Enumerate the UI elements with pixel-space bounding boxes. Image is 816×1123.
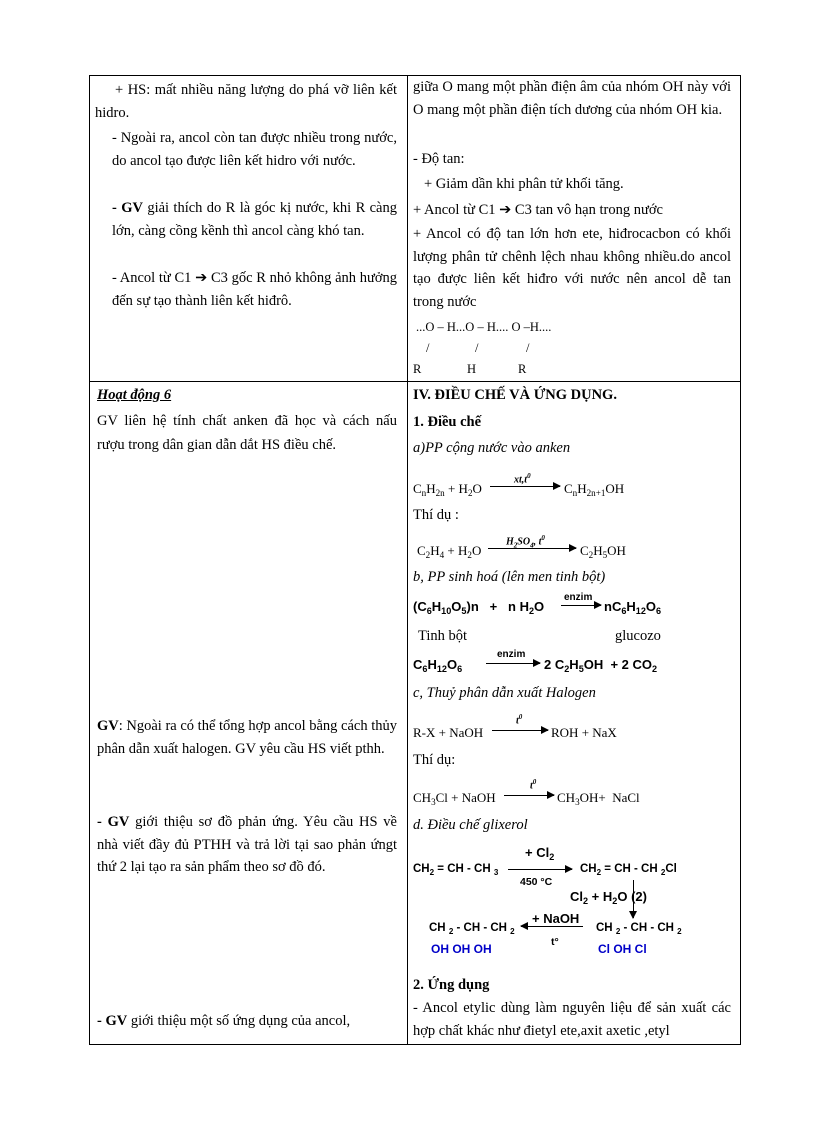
eq1-condition: $xt,t^0$ [514,472,531,486]
hbond-chain: ...O – H...O – H.... O –H.... [416,320,552,334]
row1-left-p4: - Ancol từ C1 ➔ C3 gốc R nhỏ không ảnh hưởng đến sự tạo thành liên kết hiđrô. [112,270,398,309]
eq3-condition: enzim [564,592,593,603]
eq4-reactants: $C_6H_{12}O_6$ [413,657,463,674]
eq2-arrow [488,548,576,549]
hbond-group-1: R [413,362,422,376]
table-border-right [740,75,741,1045]
right-arrow-icon: ➔ [195,270,208,286]
row1-right-p4: + Ancol từ C1 ➔ C3 tan vô hạn trong nước [413,202,663,218]
table-border-bottom [89,1044,741,1045]
eq6-arrow [504,795,554,796]
eq2-products: $C_2H_5OH$ [580,543,626,560]
row2-left-p3: - GV giới thiệu sơ đồ phản ứng. Yêu cầu HS về nhà viết đầy đủ PTHH và trả lời tại sao phản ứngt thứ 2 lại tạo ra sản phẩm theo sơ đồ đó. [97,814,397,875]
row1-left-p3: - GV giải thích do R là góc kị nước, khi R càng lớn, càng cồng kềnh thì ancol càng khó tan. [112,200,397,239]
eq6-reactants: $CH_3Cl$ + NaOH [413,790,496,807]
subsection-applications: 2. Ứng dụng [413,977,490,993]
glycerol-allyl-chloride: $CH_2$ = CH - CH $_2$Cl [580,863,677,877]
hbond-group-3: R [518,362,527,376]
table-row-divider [89,381,741,382]
section-heading: IV. ĐIỀU CHẾ VÀ ỨNG DỤNG. [413,387,617,403]
eq1-products: $C_nH_{2n+1}OH$ [564,481,625,498]
table-column-divider [407,75,408,1045]
row2-left-p2: GV: Ngoài ra có thể tổng hợp ancol bằng cách thủy phân dẫn xuất halogen. GV yêu cầu HS viết pthh. [97,718,397,757]
method-a-title: a)PP cộng nước vào anken [413,440,571,456]
eq1-arrow [490,486,560,487]
right-arrow-icon: ➔ [499,202,512,218]
glycerol-step2-reagent: $Cl_2 + H_2O$ (2) [570,889,647,906]
hbond-bond-3: / [526,341,530,355]
subsection-preparation: 1. Điều chế [413,414,482,430]
label-starch: Tinh bột [418,628,468,644]
hbond-group-2: H [467,362,477,376]
hbond-bond-1: / [426,341,430,355]
row2-left-p1: GV liên hệ tính chất anken đã học và cách nấu rượu trong dân gian dẫn dắt HS điều chế. [97,413,397,453]
glycerol-product: CH $_2$ - CH - CH $_2$ [429,922,515,936]
glycerol-chlorohydrin-groups: Cl OH Cl [598,942,647,956]
glycerol-step1-arrow [508,869,572,870]
eq5-arrow [492,730,548,731]
row2-left-p4: - GV giới thiệu một số ứng dụng của ancol, [97,1013,351,1029]
eq4-products: 2 $C_2H_5OH + 2$ $CO_2$ [544,657,658,674]
activity-heading: Hoạt động 6 [97,387,172,403]
glycerol-step3-arrow [521,926,583,927]
glycerol-chlorohydrin: CH $_2$ - CH - CH $_2$ [596,922,682,936]
eq5-condition: $t^0$ [516,713,523,727]
eq4-arrow [486,663,540,664]
eq2-reactants: $C_2H_4 + H_2O$ [417,543,482,560]
glycerol-propene: $CH_2$ = CH - CH $_3$ [413,863,499,877]
method-d-title: d. Điều chế glixerol [413,817,528,833]
method-c-title: c, Thuỷ phân dẫn xuất Halogen [413,685,596,701]
eq5-products: ROH + NaX [551,725,617,740]
eq3-arrow [561,605,601,606]
eq6-condition: $t^0$ [530,778,537,792]
eq6-products: $CH_3OH+$ NaCl [557,790,640,807]
glycerol-step1-condition: 450 °C [520,876,553,888]
example-2: Thí dụ: [413,752,456,768]
glycerol-step3-condition: t° [551,936,559,948]
row1-left-p1: + HS: mất nhiều năng lượng do phá vỡ liên kết hidro. [95,82,397,121]
row1-right-p3: + Giảm dần khi phân tử khối tăng. [424,176,624,192]
eq4-condition: enzim [497,649,526,660]
method-b-title: b, PP sinh hoá (lên men tinh bột) [413,569,606,585]
eq1-reactants: $C_nH_{2n} + H_2O$ [413,481,482,498]
row1-right-p5: + Ancol có độ tan lớn hơn ete, hiđrocacbon có khối lượng phân tử chênh lệch nhau không nhiều.do ancol tạo được liên kết hiđro với nước nên ancol dễ tan trong nước [413,226,731,310]
eq3-products: $nC_6H_{12}O_6$ [604,599,662,616]
glycerol-step3-reagent: + NaOH [532,911,580,926]
table-border-left [89,75,90,1045]
row1-right-p1: giữa O mang một phần điện âm của nhóm OH này với O mang một phần điện tích dương của nhóm OH kia. [413,79,731,118]
label-glucose: glucozo [615,628,661,644]
applications-text: - Ancol etylic dùng làm nguyên liệu để sản xuất các hợp chất khác như đietyl ete,axit axetic ,etyl [413,1000,731,1039]
hbond-bond-2: / [475,341,479,355]
row1-left-p2: - Ngoài ra, ancol còn tan được nhiều trong nước, do ancol tạo được liên kết hidro với nước. [112,130,397,169]
eq2-condition: $H_2SO_4$, $t^0$ [506,534,545,550]
eq5-reactants: R-X + NaOH [413,725,484,740]
glycerol-step1-reagent: + $Cl_2$ [525,845,555,862]
eq3-reactants: $(C_6H_{10}O_5)n + n$ $H_2O$ [413,599,545,616]
example-1: Thí dụ : [413,507,459,523]
glycerol-product-groups: OH OH OH [431,942,492,956]
row1-right-p2: - Độ tan: [413,151,465,167]
